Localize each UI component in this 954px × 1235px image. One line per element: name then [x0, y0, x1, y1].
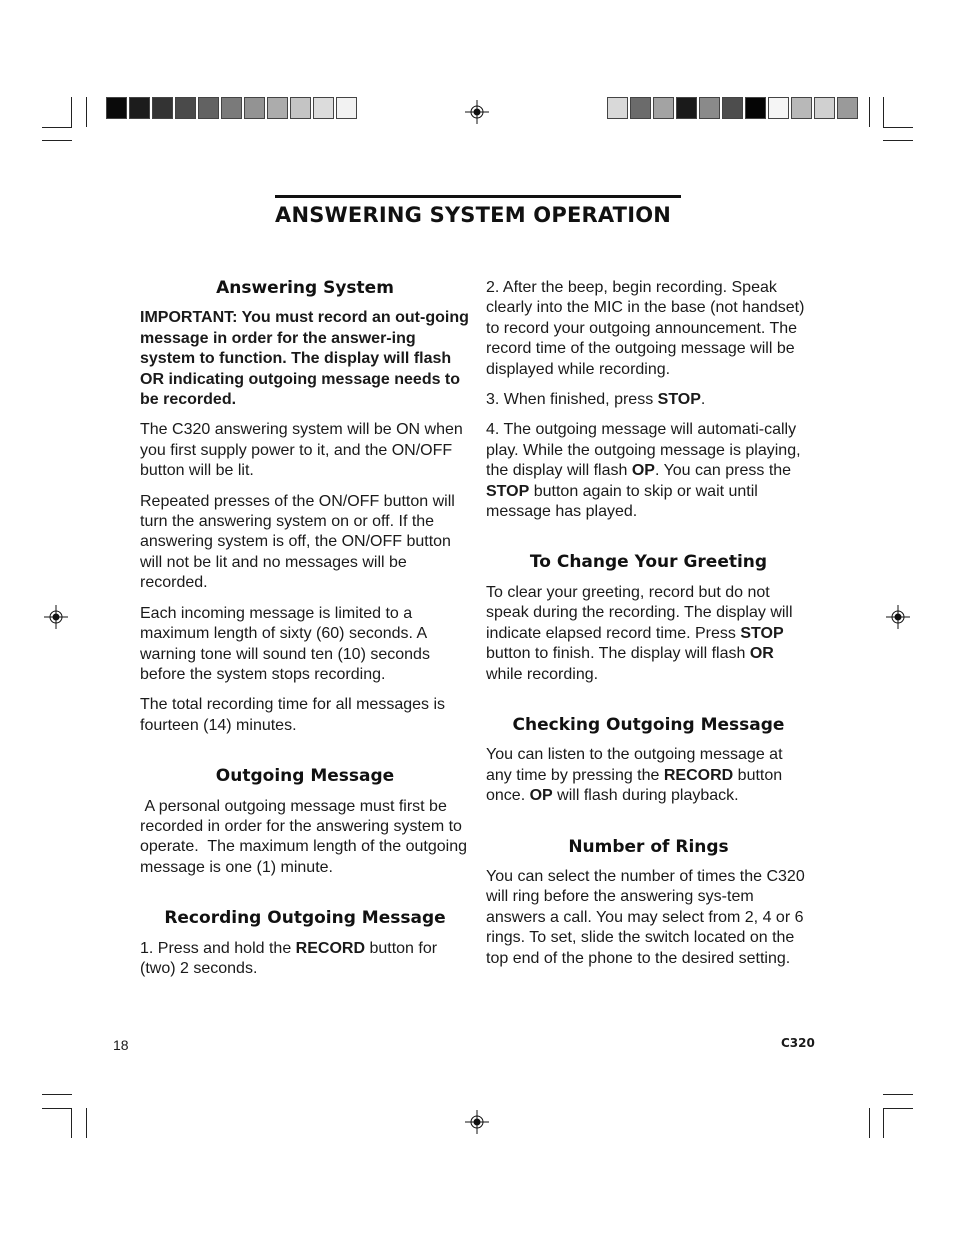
calibration-swatch — [630, 97, 651, 119]
calibration-swatch — [768, 97, 789, 119]
text: button again to skip or wait until message has played. — [486, 482, 758, 521]
text: while recording. — [486, 665, 599, 683]
calibration-swatch — [607, 97, 628, 119]
calibration-swatch — [336, 97, 357, 119]
text: 1. Press and hold the — [140, 939, 296, 957]
right-column — [486, 278, 811, 979]
page-number: 18 — [113, 1037, 129, 1053]
paragraph — [486, 583, 811, 685]
step-1 — [140, 939, 470, 980]
calibration-swatch — [791, 97, 812, 119]
section-heading-checking-outgoing-message: Checking Outgoing Message — [512, 714, 785, 735]
calibration-swatch — [290, 97, 311, 119]
text: button once. — [486, 766, 783, 805]
registration-mark-icon — [465, 1110, 489, 1134]
paragraph: A personal outgoing message must first be recorded in order for the answering system to operate. The maximum length of the outgoing message is one (1) minute. — [140, 797, 472, 876]
calibration-swatch — [244, 97, 265, 119]
calibration-swatch — [814, 97, 835, 119]
calibration-swatch — [267, 97, 288, 119]
section-heading-change-greeting: To Change Your Greeting — [529, 552, 768, 573]
calibration-swatch — [152, 97, 173, 119]
step-3 — [486, 390, 811, 410]
op-keyword: OP — [529, 787, 553, 805]
stop-keyword: STOP — [657, 391, 701, 409]
calibration-swatch — [653, 97, 674, 119]
step-2: 2. After the beep, begin recording. Speak clearly into the MIC in the base (not handset) to record your outgoing announcement. The record time of the outgoing message will be displayed while recording. — [486, 279, 805, 378]
text: 3. When finished, press — [486, 391, 658, 409]
paragraph: The C320 answering system will be ON when you first supply power to it, and the ON/OFF button will be lit. — [140, 421, 463, 480]
section-heading-outgoing-message: Outgoing Message — [215, 766, 395, 787]
registration-mark-icon — [44, 605, 68, 629]
important-note: IMPORTANT: You must record an out-going message in order for the answer-ing system to function. The display will flash OR indicating outgoing message needs to be recorded. — [140, 309, 469, 409]
paragraph: Each incoming message is limited to a maximum length of sixty (60) seconds. A warning tone will sound ten (10) seconds before the system stops recording. — [140, 604, 430, 683]
calibration-swatch — [676, 97, 697, 119]
op-keyword: OP — [631, 462, 655, 480]
calibration-swatch — [221, 97, 242, 119]
paragraph — [486, 745, 811, 806]
calibration-swatch — [699, 97, 720, 119]
left-column — [140, 278, 470, 989]
title-rule — [275, 195, 681, 198]
stop-keyword: STOP — [486, 482, 530, 500]
calibration-swatch — [722, 97, 743, 119]
section-heading-number-of-rings: Number of Rings — [568, 836, 729, 857]
model-number: C320 — [781, 1036, 815, 1050]
paragraph: You can select the number of times the C320 will ring before the answering sys-tem answers a call. You may select from 2, 4 or 6 rings. To set, slide the switch located on the top end of the phone to the desired setting. — [486, 867, 805, 967]
section-heading-recording-outgoing-message: Recording Outgoing Message — [164, 908, 446, 929]
paragraph: Repeated presses of the ON/OFF button will turn the answering system on or off. If the answering system is off, the ON/OFF button will not be lit and no messages will be recorded. — [140, 492, 455, 592]
calibration-swatch — [106, 97, 127, 119]
calibration-swatch — [313, 97, 334, 119]
registration-mark-icon — [465, 100, 489, 124]
record-keyword: RECORD — [295, 939, 365, 957]
section-heading-answering-system: Answering System — [216, 278, 394, 298]
text: 4. The outgoing message will automati-cally play. While the outgoing message is playing, the display will flash — [486, 421, 801, 480]
calibration-swatch — [837, 97, 858, 119]
step-4 — [486, 420, 811, 522]
text: To clear your greeting, record but do not speak during the recording. The display will indicate elapsed record time. Press — [486, 583, 793, 642]
text: . You can press the — [654, 462, 792, 480]
calibration-swatch — [198, 97, 219, 119]
record-keyword: RECORD — [663, 766, 734, 784]
grayscale-calibration-bar-right — [607, 97, 860, 119]
calibration-swatch — [745, 97, 766, 119]
text: You can listen to the outgoing message at any time by pressing the — [486, 746, 783, 784]
page-title: ANSWERING SYSTEM OPERATION — [275, 203, 672, 227]
paragraph: The total recording time for all messages is fourteen (14) minutes. — [140, 696, 446, 734]
calibration-swatch — [129, 97, 150, 119]
grayscale-calibration-bar-left — [106, 97, 359, 119]
text: button to finish. The display will flash — [486, 645, 750, 663]
or-keyword: OR — [749, 645, 774, 663]
text: . — [700, 391, 706, 409]
text: button for (two) 2 seconds. — [140, 939, 438, 977]
calibration-swatch — [175, 97, 196, 119]
stop-keyword: STOP — [740, 624, 784, 642]
registration-mark-icon — [886, 605, 910, 629]
text: will flash during playback. — [552, 787, 739, 805]
